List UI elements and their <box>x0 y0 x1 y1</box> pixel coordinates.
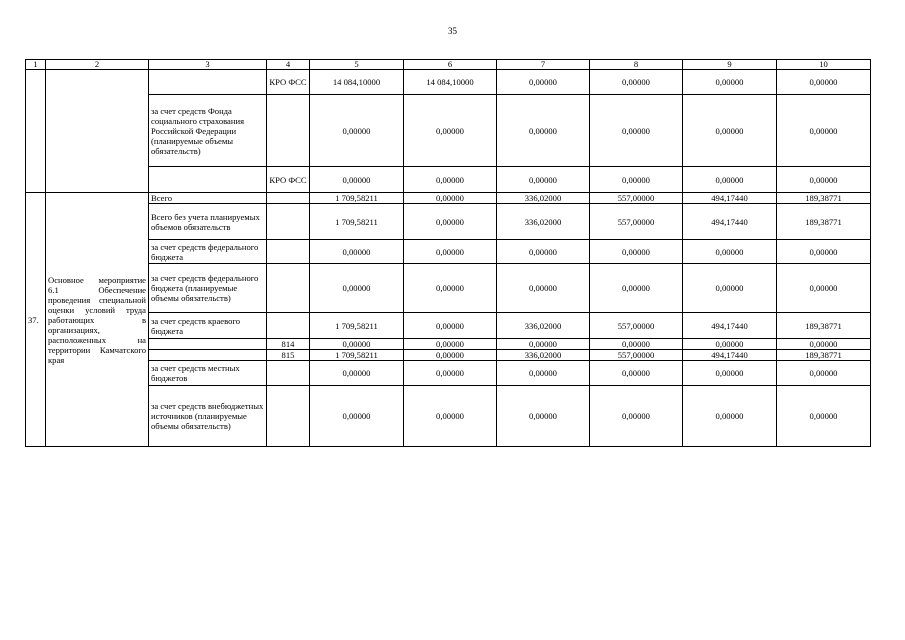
value-cell: 494,17440 <box>683 204 777 240</box>
event-description-text: Основное мероприятие 6.1 Обеспечение проведения специальной оценки условий труда работающих в организациях, расположенных на территории Камчатского края <box>48 274 146 365</box>
value-cell: 0,00000 <box>310 361 404 386</box>
value-cell: 1 709,58211 <box>310 350 404 361</box>
value-cell: 494,17440 <box>683 313 777 339</box>
value-cell: 557,00000 <box>590 204 683 240</box>
value-cell: 0,00000 <box>404 386 497 447</box>
value-cell: 0,00000 <box>497 264 590 313</box>
source-cell <box>149 350 267 361</box>
value-cell: 0,00000 <box>497 386 590 447</box>
value-cell: 0,00000 <box>683 339 777 350</box>
table-row <box>26 95 871 167</box>
value-cell: 0,00000 <box>404 204 497 240</box>
code-cell <box>267 313 310 339</box>
value-cell: 0,00000 <box>590 240 683 264</box>
value-cell: 0,00000 <box>310 386 404 447</box>
column-header: 10 <box>777 60 871 70</box>
value-cell: 0,00000 <box>497 95 590 167</box>
source-cell: за счет средств местных бюджетов <box>149 361 267 386</box>
column-header: 7 <box>497 60 590 70</box>
code-cell <box>267 204 310 240</box>
value-cell: 0,00000 <box>404 95 497 167</box>
code-cell <box>267 361 310 386</box>
event-description <box>46 193 149 447</box>
source-cell <box>149 167 267 193</box>
source-cell: за счет средств внебюджетных источников (планируемые объемы обязательств) <box>149 386 267 447</box>
source-cell <box>149 339 267 350</box>
table-row <box>26 350 871 361</box>
value-cell: 557,00000 <box>590 193 683 204</box>
value-cell: 0,00000 <box>497 240 590 264</box>
value-cell: 0,00000 <box>777 167 871 193</box>
value-cell: 0,00000 <box>310 240 404 264</box>
code-cell <box>267 193 310 204</box>
value-cell: 0,00000 <box>404 240 497 264</box>
column-header: 4 <box>267 60 310 70</box>
value-cell: 0,00000 <box>590 264 683 313</box>
value-cell: 494,17440 <box>683 350 777 361</box>
column-header: 3 <box>149 60 267 70</box>
source-cell <box>149 70 267 95</box>
source-cell: за счет средств Фонда социального страхования Российской Федерации (планируемые объемы обязательств) <box>149 95 267 167</box>
value-cell: 0,00000 <box>590 167 683 193</box>
table-row <box>26 264 871 313</box>
table-row <box>26 313 871 339</box>
value-cell: 0,00000 <box>497 70 590 95</box>
value-cell: 0,00000 <box>497 361 590 386</box>
code-cell: 814 <box>267 339 310 350</box>
value-cell: 0,00000 <box>310 95 404 167</box>
value-cell: 0,00000 <box>683 95 777 167</box>
table-row <box>26 339 871 350</box>
code-cell <box>267 386 310 447</box>
column-header: 5 <box>310 60 404 70</box>
code-cell: КРО ФСС <box>267 167 310 193</box>
value-cell: 0,00000 <box>777 386 871 447</box>
column-header: 9 <box>683 60 777 70</box>
value-cell: 0,00000 <box>777 70 871 95</box>
value-cell: 0,00000 <box>777 339 871 350</box>
code-cell: 815 <box>267 350 310 361</box>
table-row <box>26 193 871 204</box>
value-cell: 336,02000 <box>497 193 590 204</box>
value-cell: 0,00000 <box>497 339 590 350</box>
value-cell: 189,38771 <box>777 193 871 204</box>
value-cell: 0,00000 <box>683 240 777 264</box>
code-cell <box>267 240 310 264</box>
value-cell: 0,00000 <box>404 167 497 193</box>
value-cell: 0,00000 <box>683 70 777 95</box>
value-cell: 0,00000 <box>404 264 497 313</box>
value-cell: 189,38771 <box>777 313 871 339</box>
value-cell: 336,02000 <box>497 313 590 339</box>
value-cell: 14 084,10000 <box>310 70 404 95</box>
table-row <box>26 386 871 447</box>
value-cell: 1 709,58211 <box>310 193 404 204</box>
table-row <box>26 240 871 264</box>
value-cell: 189,38771 <box>777 350 871 361</box>
code-cell <box>267 95 310 167</box>
empty-description-cell <box>46 70 149 193</box>
value-cell: 0,00000 <box>590 339 683 350</box>
value-cell: 494,17440 <box>683 193 777 204</box>
value-cell: 0,00000 <box>683 264 777 313</box>
value-cell: 0,00000 <box>497 167 590 193</box>
source-cell: за счет средств федерального бюджета (планируемые объемы обязательств) <box>149 264 267 313</box>
value-cell: 0,00000 <box>310 264 404 313</box>
column-header: 2 <box>46 60 149 70</box>
value-cell: 0,00000 <box>590 70 683 95</box>
page-number: 35 <box>448 26 457 36</box>
value-cell: 1 709,58211 <box>310 204 404 240</box>
source-cell: Всего без учета планируемых объемов обязательств <box>149 204 267 240</box>
value-cell: 0,00000 <box>590 386 683 447</box>
value-cell: 189,38771 <box>777 204 871 240</box>
budget-table <box>25 59 871 447</box>
table-row <box>26 361 871 386</box>
value-cell: 0,00000 <box>404 361 497 386</box>
value-cell: 557,00000 <box>590 313 683 339</box>
value-cell: 336,02000 <box>497 204 590 240</box>
value-cell: 0,00000 <box>404 313 497 339</box>
table-row <box>26 204 871 240</box>
value-cell: 0,00000 <box>310 339 404 350</box>
value-cell: 0,00000 <box>404 193 497 204</box>
value-cell: 0,00000 <box>404 339 497 350</box>
value-cell: 0,00000 <box>777 361 871 386</box>
source-cell: за счет средств краевого бюджета <box>149 313 267 339</box>
value-cell: 0,00000 <box>777 95 871 167</box>
value-cell: 0,00000 <box>683 386 777 447</box>
value-cell: 0,00000 <box>310 167 404 193</box>
value-cell: 0,00000 <box>683 361 777 386</box>
code-cell: КРО ФСС <box>267 70 310 95</box>
code-cell <box>267 264 310 313</box>
event-number: 37. <box>26 193 46 447</box>
column-header: 8 <box>590 60 683 70</box>
value-cell: 0,00000 <box>590 95 683 167</box>
value-cell: 336,02000 <box>497 350 590 361</box>
empty-index-cell <box>26 70 46 193</box>
value-cell: 0,00000 <box>777 264 871 313</box>
value-cell: 0,00000 <box>683 167 777 193</box>
value-cell: 14 084,10000 <box>404 70 497 95</box>
source-cell: за счет средств федерального бюджета <box>149 240 267 264</box>
value-cell: 1 709,58211 <box>310 313 404 339</box>
table-row <box>26 70 871 95</box>
table-row <box>26 167 871 193</box>
column-number-row <box>26 60 871 70</box>
column-header: 6 <box>404 60 497 70</box>
value-cell: 557,00000 <box>590 350 683 361</box>
value-cell: 0,00000 <box>777 240 871 264</box>
column-header: 1 <box>26 60 46 70</box>
value-cell: 0,00000 <box>590 361 683 386</box>
source-cell: Всего <box>149 193 267 204</box>
value-cell: 0,00000 <box>404 350 497 361</box>
